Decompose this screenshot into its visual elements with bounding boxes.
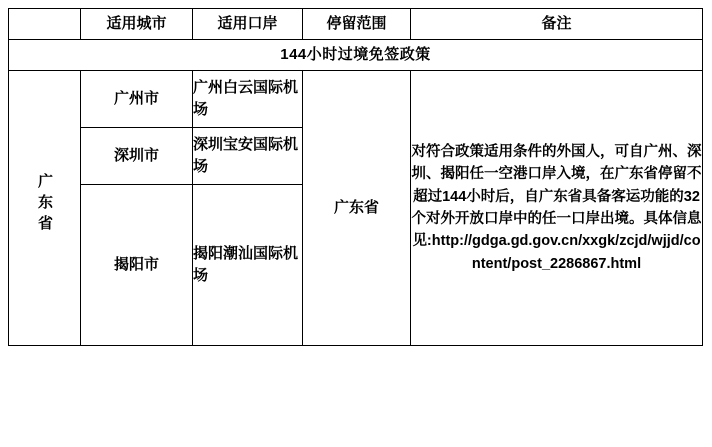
header-cell-city: 适用城市	[81, 9, 193, 40]
province-cell	[9, 71, 81, 346]
header-cell-remark: 备注	[411, 9, 703, 40]
table-row	[9, 71, 703, 128]
header-cell-stay-range: 停留范围	[303, 9, 411, 40]
table-header-row	[9, 9, 703, 40]
province-label: 广东省	[36, 172, 53, 236]
city-cell-jieyang: 揭阳市	[81, 185, 193, 346]
remark-cell	[411, 71, 703, 346]
policy-banner: 144小时过境免签政策	[9, 40, 703, 71]
remark-text: 对符合政策适用条件的外国人，可自广州、深圳、揭阳任一空港口岸入境，在广东省停留不超过144小时后，自广东省具备客运功能的32个对外开放口岸中的任一口岸出境。具体信息见:http://gdga.gd.gov.cn/xxgk/zcjd/wjjd/content/post_2286867.html	[411, 143, 702, 272]
header-cell-blank	[9, 9, 81, 40]
port-cell-jieyang	[193, 185, 303, 346]
table-banner-row	[9, 40, 703, 71]
stay-range-cell: 广东省	[303, 71, 411, 346]
port-cell-shenzhen	[193, 128, 303, 185]
port-label: 深圳宝安国际机场	[193, 135, 299, 175]
header-cell-port: 适用口岸	[193, 9, 303, 40]
port-cell-guangzhou	[193, 71, 303, 128]
city-cell-guangzhou: 广州市	[81, 71, 193, 128]
port-label: 广州白云国际机场	[193, 78, 299, 118]
port-label: 揭阳潮汕国际机场	[193, 244, 299, 284]
policy-table	[8, 8, 703, 346]
city-cell-shenzhen: 深圳市	[81, 128, 193, 185]
